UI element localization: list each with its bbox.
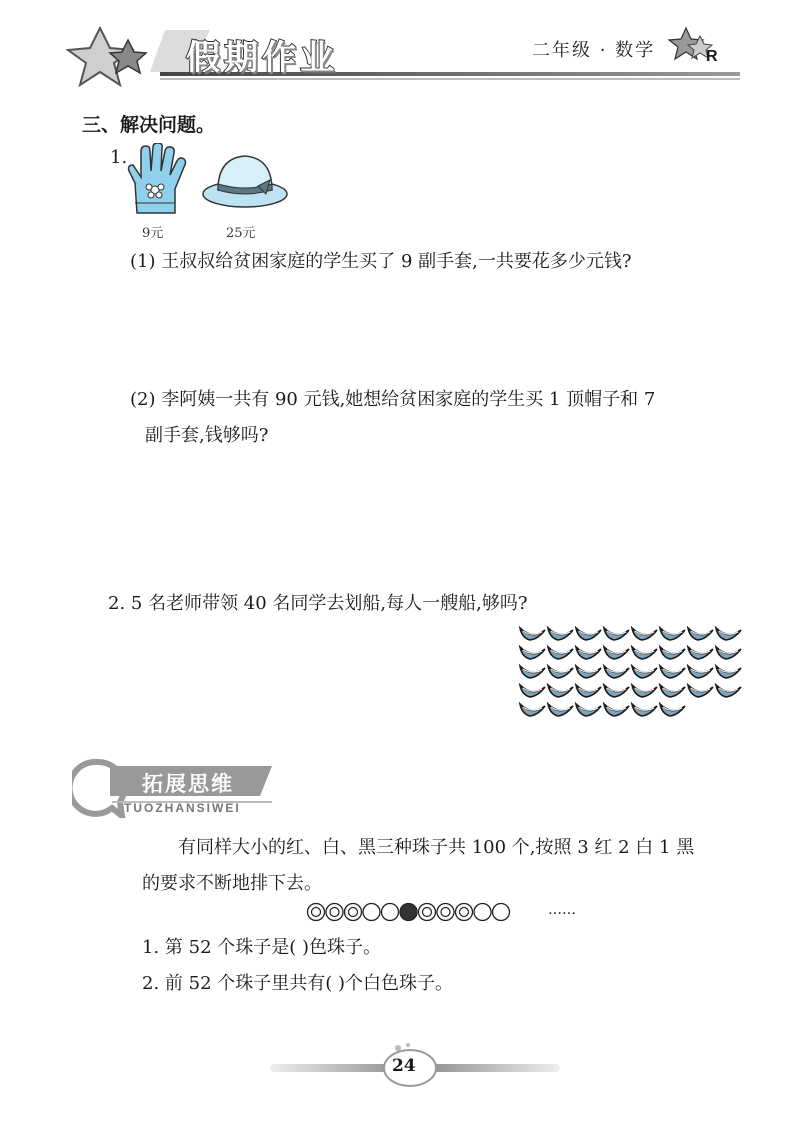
boat-icon — [548, 647, 573, 659]
glove-price: 9元 — [142, 226, 164, 241]
boat-icon — [660, 685, 685, 697]
bead-white — [382, 904, 399, 921]
header-decoration — [0, 0, 800, 100]
extension-question2: 2. 前 52 个珠子里共有( )个白色珠子。 — [142, 973, 454, 994]
bead-red — [456, 904, 473, 921]
bead-red — [345, 904, 362, 921]
bead-ellipsis: …… — [548, 902, 576, 918]
boat-icon — [604, 647, 629, 659]
header-edition-mark: R — [706, 48, 718, 65]
boat-icon — [576, 628, 601, 640]
boat-icon — [716, 647, 741, 659]
extension-question1: 1. 第 52 个珠子是( )色珠子。 — [142, 937, 382, 958]
header-title: 假期作业 — [186, 38, 338, 78]
header-grade-subject: 二年级 · 数学 — [532, 40, 656, 61]
boat-icon — [520, 666, 545, 678]
extension-intro-line1: 有同样大小的红、白、黑三种珠子共 100 个,按照 3 红 2 白 1 黑 — [178, 837, 695, 858]
hat-price: 25元 — [226, 226, 256, 241]
boat-icon — [576, 704, 601, 716]
bead-red — [419, 904, 436, 921]
boat-icon — [576, 666, 601, 678]
boat-icon — [632, 685, 657, 697]
boat-icon — [660, 666, 685, 678]
extension-subtitle: TUOZHANSIWEI — [124, 801, 241, 815]
bead-white — [474, 904, 491, 921]
boat-icon — [604, 704, 629, 716]
problem1-question2-line2: 副手套,钱够吗? — [145, 425, 269, 446]
boat-icon — [716, 628, 741, 640]
boat-icon — [548, 666, 573, 678]
boat-icon — [548, 704, 573, 716]
boat-icon — [632, 666, 657, 678]
boat-icon — [688, 628, 713, 640]
boat-icon — [660, 704, 685, 716]
problem1-question2-line1: (2) 李阿姨一共有 90 元钱,她想给贫困家庭的学生买 1 顶帽子和 7 — [130, 389, 656, 410]
bead-white — [363, 904, 380, 921]
boat-icon — [604, 666, 629, 678]
boat-icon — [604, 685, 629, 697]
boat-icon — [660, 647, 685, 659]
bead-red — [326, 904, 343, 921]
header-star-icon — [68, 28, 146, 85]
page-number: 24 — [392, 1056, 416, 1076]
boat-icon — [632, 628, 657, 640]
bead-red — [308, 904, 325, 921]
boat-icon — [688, 647, 713, 659]
hat-icon — [200, 150, 290, 210]
bead-sequence — [306, 900, 516, 924]
boat-icon — [688, 666, 713, 678]
extension-title: 拓展思维 — [142, 772, 234, 796]
boat-icon — [548, 685, 573, 697]
boat-icon — [632, 704, 657, 716]
boat-icon — [716, 666, 741, 678]
boat-icon — [716, 685, 741, 697]
problem1-question1: (1) 王叔叔给贫困家庭的学生买了 9 副手套,一共要花多少元钱? — [130, 251, 632, 272]
boat-icon — [688, 685, 713, 697]
bead-black — [400, 904, 417, 921]
boat-icon — [632, 647, 657, 659]
boat-icon — [520, 628, 545, 640]
boat-icon — [520, 704, 545, 716]
problem1-number: 1. — [110, 147, 128, 168]
boat-icon — [576, 647, 601, 659]
boat-icon — [548, 628, 573, 640]
boat-icon — [520, 685, 545, 697]
boat-icon — [576, 685, 601, 697]
boats-illustration — [518, 624, 758, 724]
boat-icon — [604, 628, 629, 640]
glove-icon — [125, 143, 190, 218]
extension-intro-line2: 的要求不断地排下去。 — [142, 873, 322, 894]
section-title: 三、解决问题。 — [82, 114, 216, 136]
bead-red — [437, 904, 454, 921]
boat-icon — [520, 647, 545, 659]
bead-white — [493, 904, 510, 921]
problem2-question: 2. 5 名老师带领 40 名同学去划船,每人一艘船,够吗? — [108, 593, 528, 614]
boat-icon — [660, 628, 685, 640]
